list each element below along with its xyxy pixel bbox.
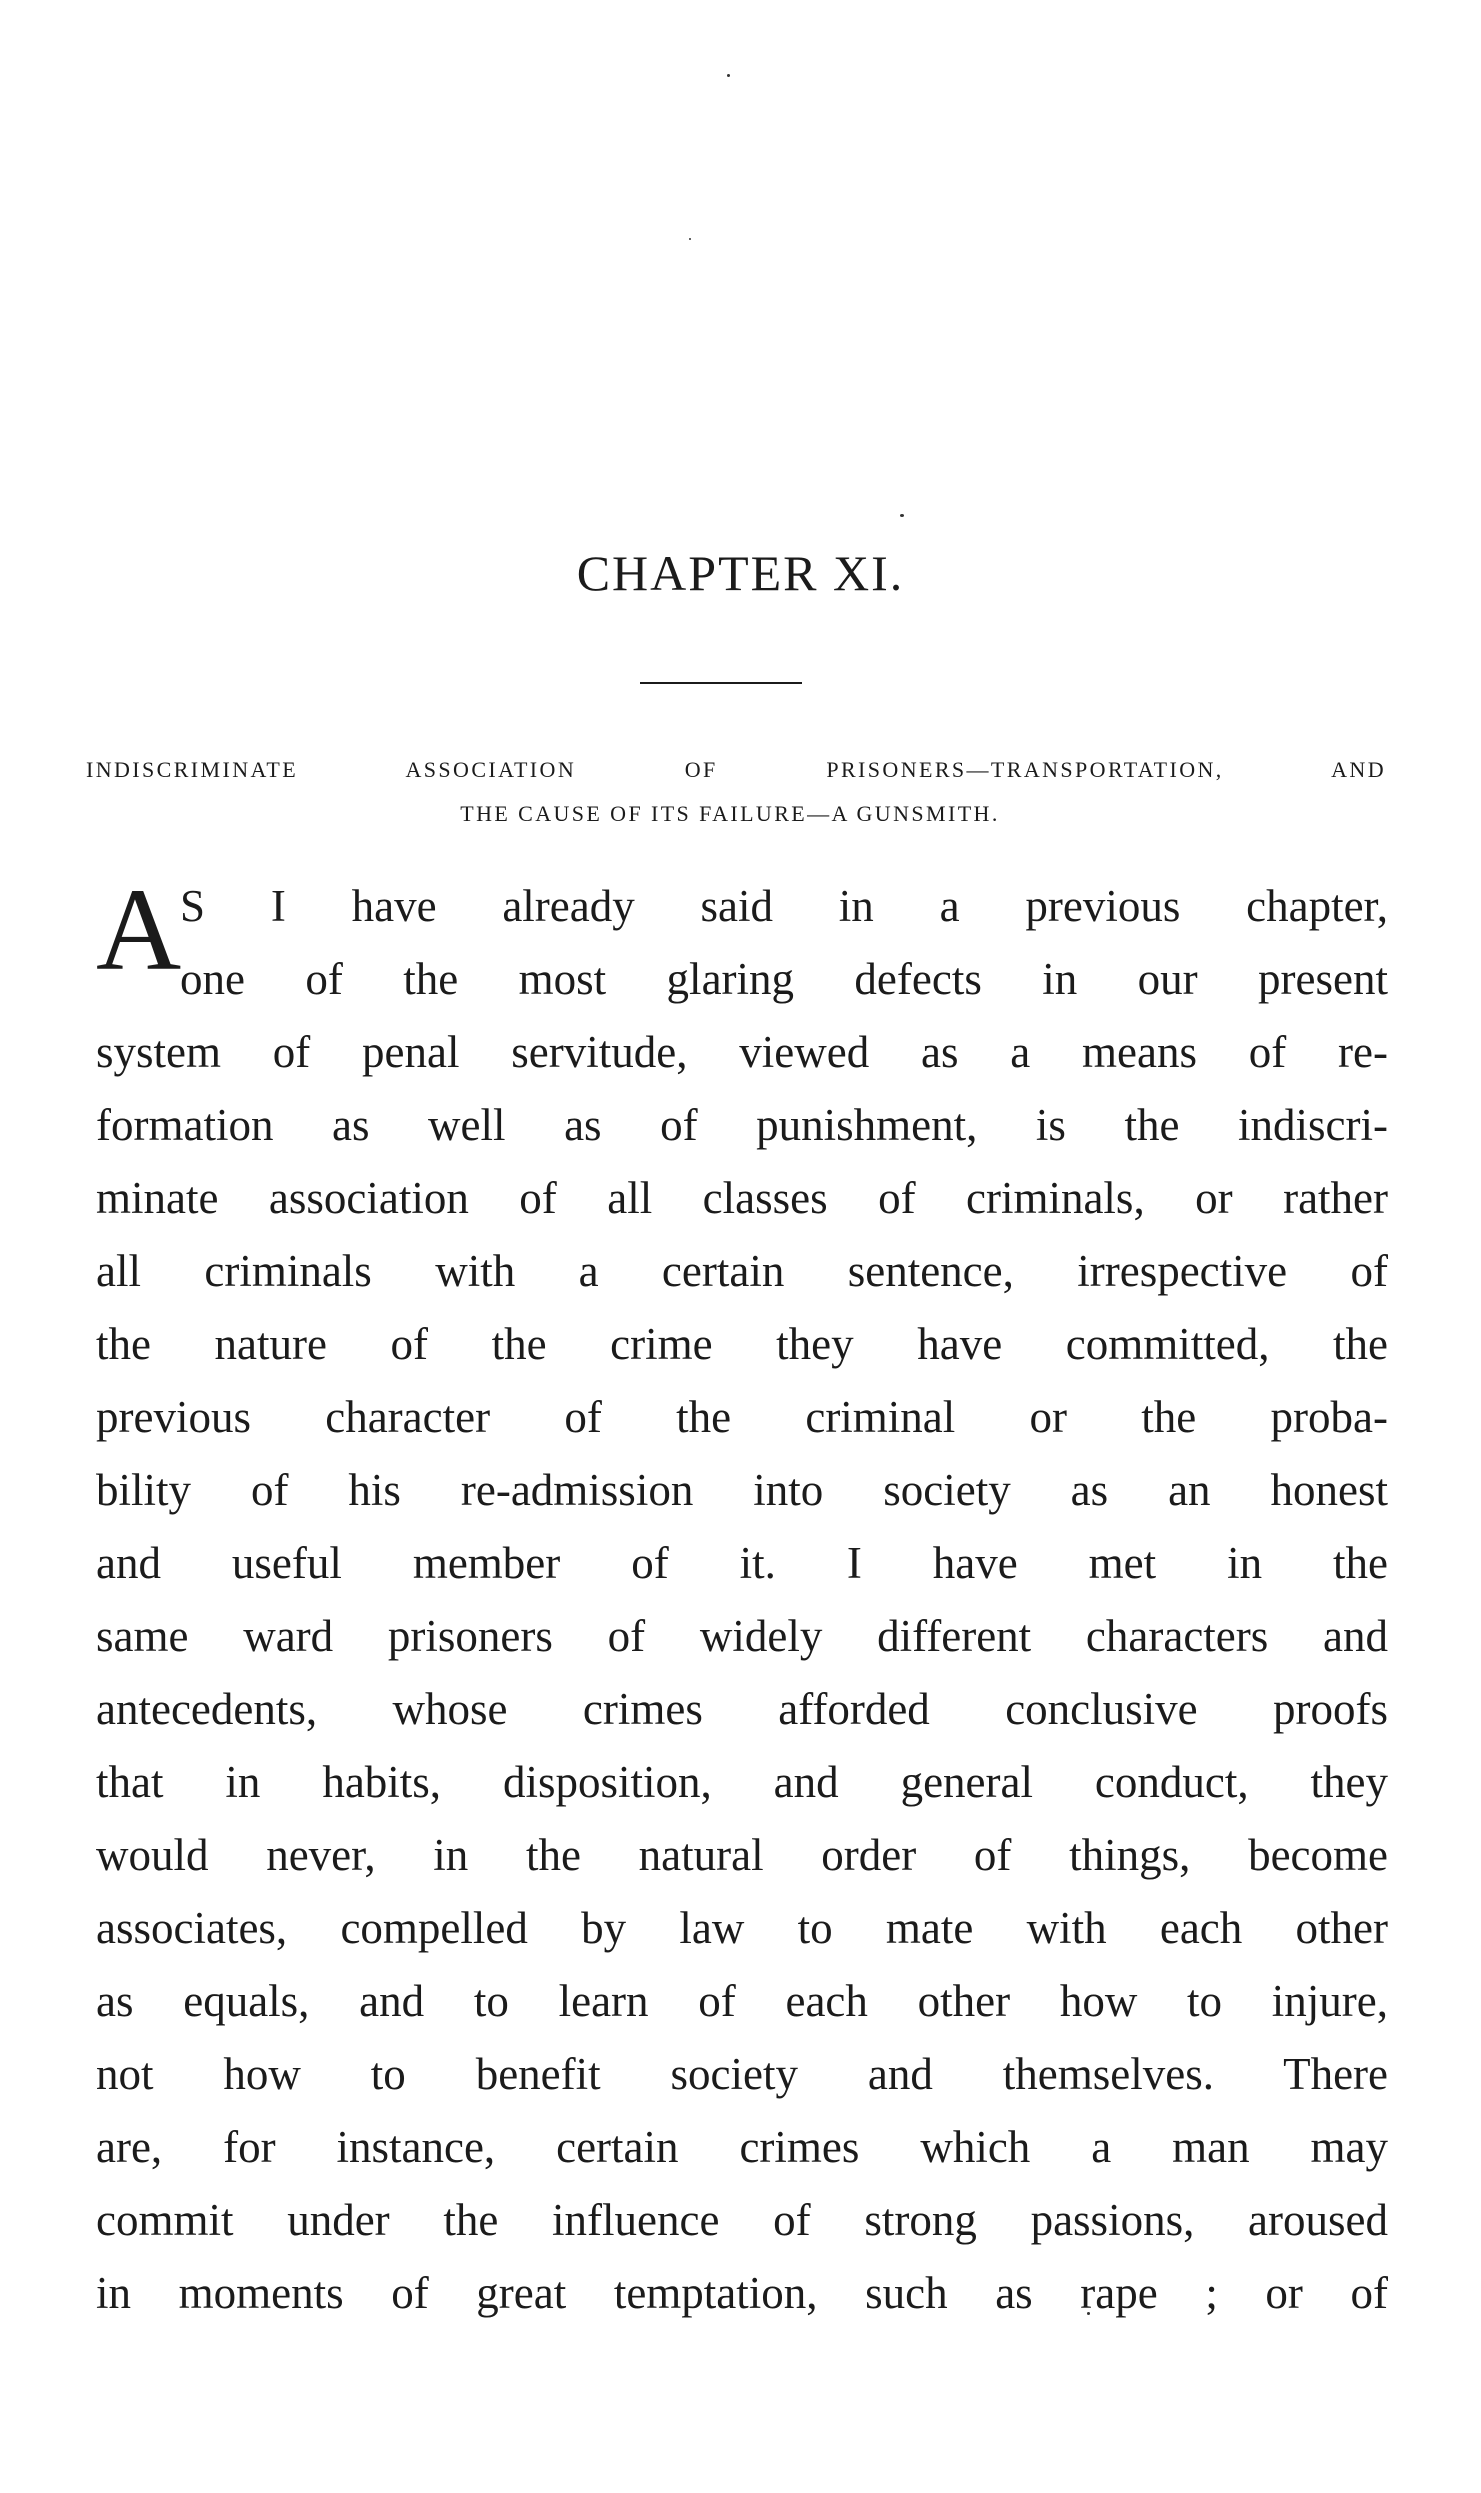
text-line: same ward prisoners of widely different characters and <box>96 1611 1388 1661</box>
summary-line: THE CAUSE OF ITS FAILURE—A GUNSMITH. <box>460 801 1000 826</box>
text-line: bility of his re-admission into society as an honest <box>96 1465 1388 1515</box>
text-line: antecedents, whose crimes afforded conclusive proofs <box>96 1684 1388 1734</box>
scan-speck <box>727 74 730 77</box>
scan-speck <box>689 238 691 240</box>
summary-line: INDISCRIMINATE ASSOCIATION OF PRISONERS—TRANSPORTATION, AND <box>86 757 1386 782</box>
title-rule <box>640 682 802 684</box>
chapter-summary <box>86 748 1386 836</box>
text-line: all criminals with a certain sentence, irrespective of <box>96 1246 1388 1296</box>
drop-cap: A <box>96 864 182 995</box>
text-line: not how to benefit society and themselves. There <box>96 2049 1388 2099</box>
text-line: commit under the influence of strong passions, aroused <box>96 2195 1388 2245</box>
text-line: S I have already said in a previous chapter, <box>180 881 1388 931</box>
scan-speck <box>900 514 904 517</box>
text-line: that in habits, disposition, and general conduct, they <box>96 1757 1388 1807</box>
text-line: would never, in the natural order of things, become <box>96 1830 1388 1880</box>
text-line: and useful member of it. I have met in the <box>96 1538 1388 1588</box>
chapter-title: CHAPTER XI. <box>576 545 905 601</box>
text-line: minate association of all classes of criminals, or rather <box>96 1173 1388 1223</box>
text-line: in moments of great temptation, such as rape ; or of <box>96 2268 1388 2318</box>
text-line: the nature of the crime they have committed, the <box>96 1319 1388 1369</box>
text-line: one of the most glaring defects in our present <box>180 954 1388 1004</box>
text-line: system of penal servitude, viewed as a means of re- <box>96 1027 1388 1077</box>
body-text <box>96 864 1388 2330</box>
text-line: are, for instance, certain crimes which a man may <box>96 2122 1388 2172</box>
text-line: formation as well as of punishment, is the indiscri- <box>96 1100 1388 1150</box>
text-line: previous character of the criminal or the proba- <box>96 1392 1388 1442</box>
text-line: as equals, and to learn of each other how to injure, <box>96 1976 1388 2026</box>
opening-paragraph-block <box>96 864 1388 1016</box>
text-line: associates, compelled by law to mate with each other <box>96 1903 1388 1953</box>
